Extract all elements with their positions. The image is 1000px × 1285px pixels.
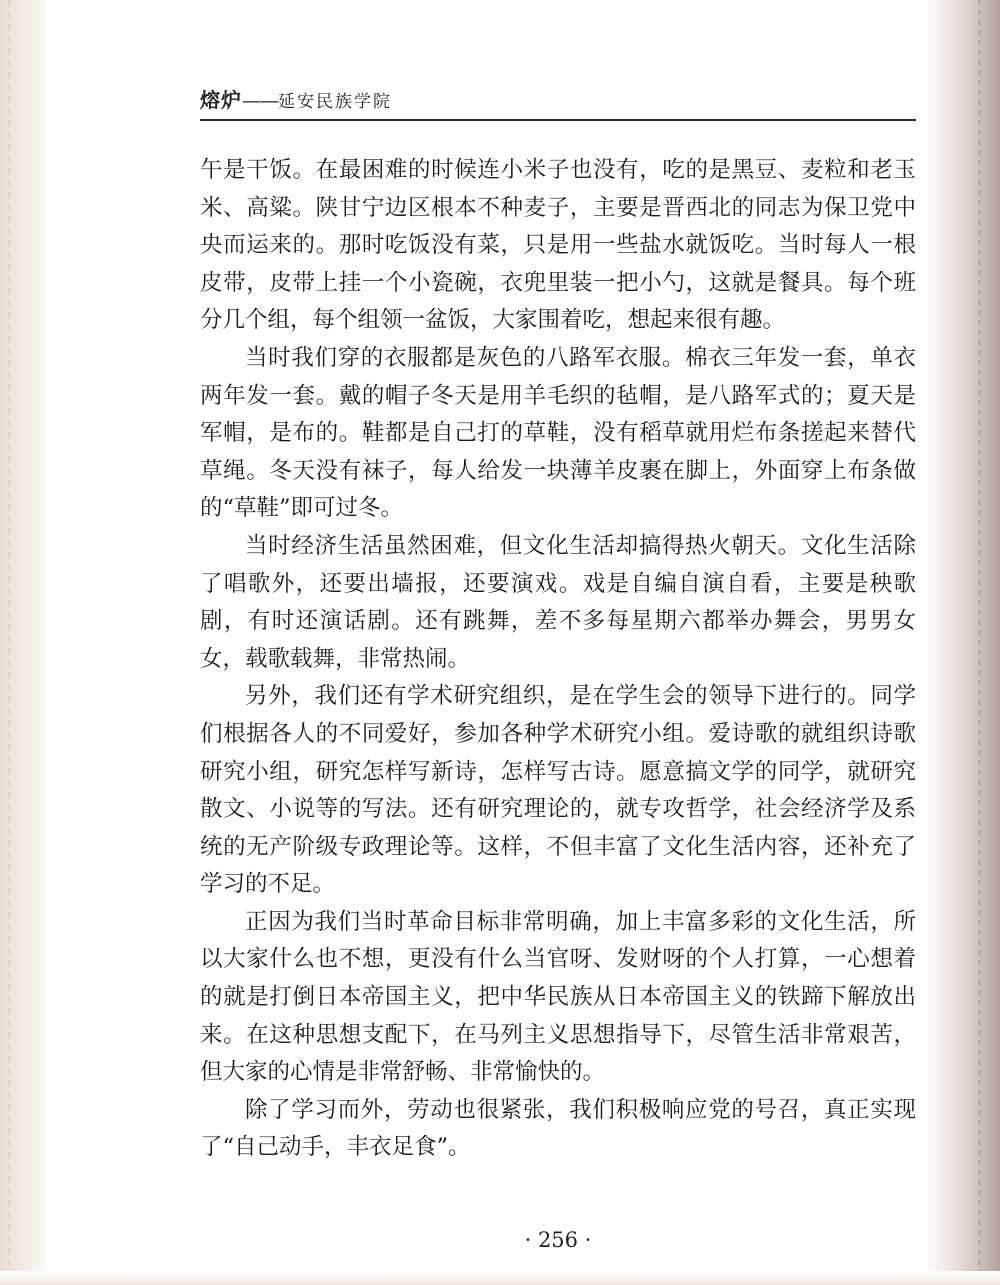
book-page <box>200 0 916 1285</box>
body-text <box>200 152 916 1167</box>
title-dash: —— <box>242 90 278 112</box>
paragraph-6: 除了学习而外，劳动也很紧张，我们积极响应党的号召，真正实现了“自己动手，丰衣足食”。 <box>200 1096 916 1161</box>
running-head <box>200 84 916 114</box>
page-number: · 256 · <box>524 1228 592 1252</box>
paragraph-4: 另外，我们还有学术研究组织，是在学生会的领导下进行的。同学们根据各人的不同爱好，参加各种学术研究小组。爱诗歌的就组织诗歌研究小组，研究怎样写新诗，怎样写古诗。愿意搞文学的同学，就研究散文、小说等的写法。还有研究理论的，就专攻哲学，社会经济学及系统的无产阶级专政理论等。这样，不但丰富了文化生活内容，还补充了学习的不足。 <box>200 683 916 898</box>
paragraph-1: 午是干饭。在最困难的时候连小米子也没有，吃的是黑豆、麦粒和老玉米、高粱。陕甘宁边区根本不种麦子，主要是晋西北的同志为保卫党中央而运来的。那时吃饭没有菜，只是用一些盐水就饭吃。当时每人一根皮带，皮带上挂一个小瓷碗，衣兜里装一把小勺，这就是餐具。每个班分几个组，每个组领一盆饭，大家围着吃，想起来很有趣。 <box>200 157 916 334</box>
page-left-edge <box>0 0 46 1285</box>
page-right-edge <box>928 0 1000 1285</box>
header-rule <box>200 119 916 121</box>
paragraph-3: 当时经济生活虽然困难，但文化生活却搞得热火朝天。文化生活除了唱歌外，还要出墙报，还要演戏。戏是自编自演自看，主要是秧歌剧，有时还演话剧。还有跳舞，差不多每星期六都举办舞会，男男女女，载歌载舞，非常热闹。 <box>200 532 916 672</box>
book-title: 熔炉 <box>200 88 242 112</box>
book-subtitle: 延安民族学院 <box>278 92 392 112</box>
paragraph-5: 正因为我们当时革命目标非常明确，加上丰富多彩的文化生活，所以大家什么也不想，更没有什么当官呀、发财呀的个人打算，一心想着的就是打倒日本帝国主义，把中华民族从日本帝国主义的铁蹄下解放出来。在这种思想支配下，在马列主义思想指导下，尽管生活非常艰苦，但大家的心情是非常舒畅、非常愉快的。 <box>200 908 916 1086</box>
paragraph-2: 当时我们穿的衣服都是灰色的八路军衣服。棉衣三年发一套，单衣两年发一套。戴的帽子冬天是用羊毛织的毡帽，是八路军式的；夏天是军帽，是布的。鞋都是自己打的草鞋，没有稻草就用烂布条搓起来替代草绳。冬天没有袜子，每人给发一块薄羊皮裹在脚上，外面穿上布条做的“草鞋”即可过冬。 <box>200 344 916 522</box>
